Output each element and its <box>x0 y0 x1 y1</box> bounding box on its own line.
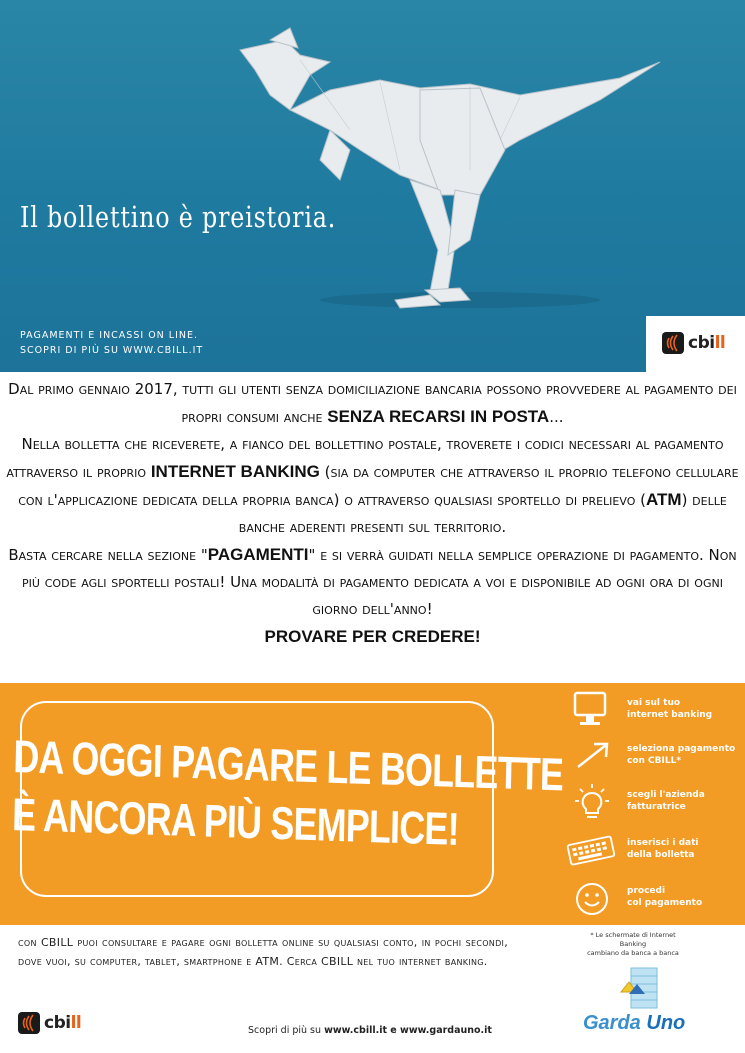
closing-line <box>0 623 745 651</box>
p3-text-c: " e si verrà guidati nella semplice operazione di pagamento. Non più code agli sportelli postali! Una modalità di pagamento dedicata a voi e disponibile ad ogni ora di ogni giorno dell'anno! <box>22 546 737 618</box>
banner-headline-line1: DA OGGI PAGARE LE BOLLETTE <box>12 729 564 801</box>
p2-text-c: (sia da computer che attraverso il proprio telefono cellulare con l'applicazione dedicata della propria banca) o attraverso qualsiasi sportello di prelievo ( <box>18 463 739 509</box>
step-item <box>562 781 745 825</box>
p1-ellipsis: ... <box>549 408 564 426</box>
banner-headline-line2: È ANCORA PIÙ SEMPLICE! <box>11 787 460 855</box>
step-label-5a: procedi <box>627 886 666 896</box>
orange-banner <box>0 683 745 925</box>
arrow-icon <box>570 735 614 779</box>
p2-bold-atm: ATM <box>646 490 682 509</box>
keyboard-icon <box>562 829 616 873</box>
paragraph-3 <box>0 541 745 623</box>
step-item <box>562 829 745 873</box>
closing-bold: PROVARE PER CREDERE! <box>264 627 481 646</box>
p3-bold-pagamenti: PAGAMENTI <box>207 545 309 564</box>
step-label-1b: internet banking <box>627 710 713 720</box>
step-label-1a: vai sul tuo <box>627 698 681 708</box>
banner-headline <box>11 727 564 856</box>
garda-uno-logo <box>583 966 703 1036</box>
cbill-mark-icon <box>662 332 684 354</box>
p3-text-a: Basta cercare nella sezione " <box>8 546 208 564</box>
hero-headline: Il bollettino è preistoria. <box>20 200 337 234</box>
cbill-text: cbi <box>688 333 715 353</box>
cbill-text-accent: ll <box>70 1013 82 1033</box>
footer-link-line <box>248 1025 492 1036</box>
note-line1: * Le schermate di Internet Banking <box>590 931 676 948</box>
steps-list <box>562 683 745 925</box>
p2-text-e: ) delle banche aderenti presenti sul territorio. <box>238 491 727 536</box>
cbill-logo-box <box>646 316 745 372</box>
screenshot-note <box>578 931 688 958</box>
cbill-mark-icon <box>18 1012 40 1034</box>
note-line2: cambiano da banca a banca <box>587 949 679 957</box>
p1-bold: SENZA RECARSI IN POSTA <box>327 407 550 426</box>
paragraph-1 <box>0 376 745 431</box>
uno-word: Uno <box>646 1012 686 1034</box>
step-item <box>562 689 745 733</box>
cbill-info-text: con CBILL puoi consultare e pagare ogni bolletta online su qualsiasi conto, in pochi secondi, dove vuoi, su computer, tablet, smartphone e ATM. Cerca CBILL nel tuo internet banking. <box>18 936 508 968</box>
cbill-logo <box>662 332 725 354</box>
garda-word: Garda <box>583 1012 641 1034</box>
monitor-icon <box>570 689 614 733</box>
footer-cbill-logo <box>18 1012 81 1034</box>
p2-text-a: Nella bolletta che riceverete, a fianco del bollettino postale, troverete i codici necessari al pagamento attraverso il proprio <box>6 435 724 481</box>
step-item <box>562 735 745 779</box>
step-label-2b: con CBILL* <box>627 756 682 766</box>
step-label-3a: scegli l'azienda <box>627 790 705 800</box>
cbill-text-accent: ll <box>714 333 726 353</box>
cbill-text: cbi <box>44 1013 71 1033</box>
footer-links[interactable]: www.cbill.it e www.gardauno.it <box>324 1025 492 1036</box>
step-label-5b: col pagamento <box>627 898 703 908</box>
step-item <box>562 877 745 921</box>
hero-tagline <box>20 328 203 358</box>
garda-uno-emblem-icon <box>617 966 667 1012</box>
smiley-icon <box>570 877 614 921</box>
footer-link-prefix: Scopri di più su <box>248 1025 325 1036</box>
origami-dinosaur-image <box>0 0 745 372</box>
hero-tagline-line2: SCOPRI DI PIÙ SU WWW.CBILL.IT <box>20 345 204 356</box>
step-label-2a: seleziona pagamento <box>627 744 736 754</box>
step-label-4a: inserisci i dati <box>627 838 699 848</box>
step-label-3b: fatturatrice <box>627 802 686 812</box>
hero-tagline-line1: PAGAMENTI E INCASSI ON LINE. <box>20 330 199 341</box>
paragraph-2 <box>0 431 745 541</box>
lightbulb-icon <box>570 781 614 825</box>
garda-uno-wordmark <box>583 1012 685 1035</box>
p2-bold-internet-banking: INTERNET BANKING <box>150 462 320 481</box>
hero-banner <box>0 0 745 372</box>
announcement-text <box>0 376 745 651</box>
step-label-4b: della bolletta <box>627 850 695 860</box>
p1-text: Dal primo gennaio 2017, tutti gli utenti senza domiciliazione bancaria possono provvedere al pagamento dei propri consumi anche <box>8 380 737 426</box>
